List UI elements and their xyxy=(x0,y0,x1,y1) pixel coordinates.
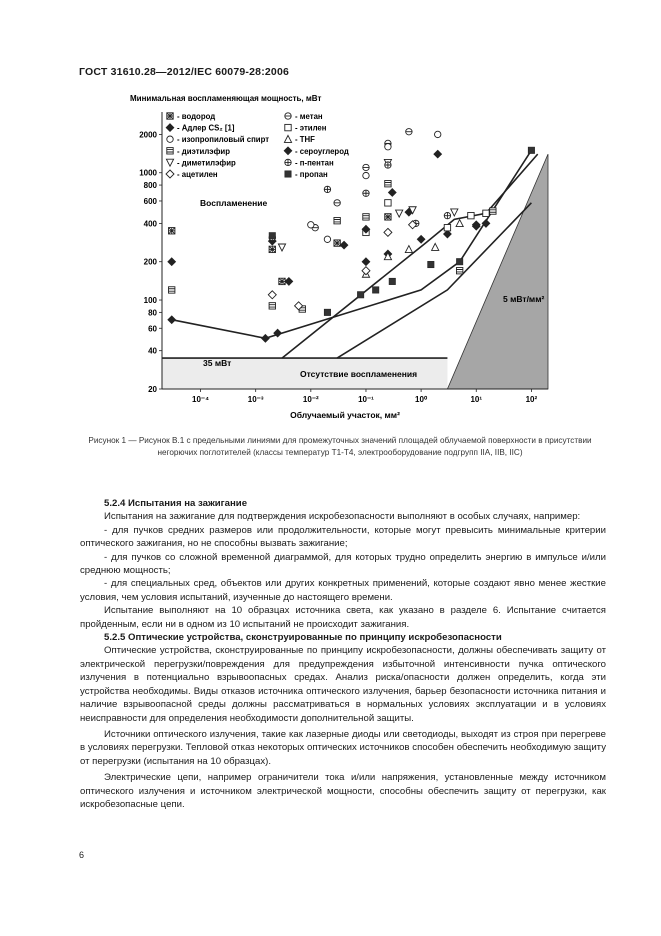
data-point-propane xyxy=(269,233,275,239)
data-point-isopropanol xyxy=(385,144,391,150)
data-point-cs2 xyxy=(362,258,370,266)
data-point-pentane xyxy=(363,190,369,196)
data-point-pentane xyxy=(444,212,450,218)
data-point-hydrogen xyxy=(269,246,275,252)
paragraph: - для специальных сред, объектов или других конкретных применений, которые создают явно менее жесткие условия, чем условия испытаний, изученные до настоящего времени. xyxy=(80,578,606,603)
data-point-propane xyxy=(456,259,462,265)
data-point-hydrogen xyxy=(169,228,175,234)
data-point-diethyl_ether xyxy=(385,181,391,187)
data-point-cs2 xyxy=(168,316,176,324)
y-tick-label: 800 xyxy=(143,181,157,191)
legend-label: - метан xyxy=(295,112,323,121)
data-point-ethylene xyxy=(483,210,489,216)
y-tick-label: 80 xyxy=(148,308,157,318)
region-label-ignition: Воспламенение xyxy=(200,198,268,208)
legend-marker xyxy=(285,113,291,119)
data-point-propane xyxy=(357,292,363,298)
y-tick-label: 1000 xyxy=(139,168,157,178)
legend-label: - Адлер CS₂ [1] xyxy=(177,123,235,133)
data-point-cs xyxy=(285,277,293,285)
data-point-hydrogen xyxy=(279,278,285,284)
legend-marker xyxy=(284,135,291,142)
legend-label: - этилен xyxy=(295,123,327,133)
y-tick-label: 60 xyxy=(148,324,157,334)
figure-caption: Рисунок 1 — Рисунок В.1 с предельными линиями для промежуточных значений площадей облучаемой поверхности в присутствии негорючих поглотителей (классы температур Т1-Т4, электрооборудование подгрупп IIА, IIВ, IIС) xyxy=(88,436,592,457)
legend-label: - сероуглерод xyxy=(295,146,349,156)
data-point-diethyl_ether xyxy=(334,217,340,223)
data-point-propane xyxy=(428,261,434,267)
legend-marker xyxy=(167,136,173,142)
section-heading: 5.2.4 Испытания на зажигание xyxy=(104,498,248,509)
body-text xyxy=(80,497,606,811)
legend-marker xyxy=(166,170,174,178)
data-point-propane xyxy=(528,147,534,153)
data-point-ethylene xyxy=(385,200,391,206)
paragraph: Испытания на зажигание для подтверждения искробезопасности выполняют в особых случаях, например: xyxy=(104,511,581,523)
data-point-cs2 xyxy=(417,235,425,243)
x-tick-label: 10⁻³ xyxy=(247,395,264,404)
ignition-chart xyxy=(120,90,560,420)
legend-label: - пропан xyxy=(295,170,328,179)
data-point-propane xyxy=(389,278,395,284)
data-point-cs xyxy=(168,258,176,266)
paragraph: Испытание выполняют на 10 образцах источника света, как указано в разделе 6. Испытание считается пройденным, если ни в одном из 10 испытаний не происходит зажигания. xyxy=(80,605,606,630)
data-point-pentane xyxy=(385,162,391,168)
legend-marker xyxy=(285,159,291,165)
y-tick-label: 100 xyxy=(143,296,157,306)
data-point-pentane xyxy=(324,186,330,192)
data-point-isopropanol xyxy=(435,131,441,137)
data-point-isopropanol xyxy=(363,172,369,178)
section-heading: 5.2.5 Оптические устройства, сконструированные по принципу искробезопасности xyxy=(104,632,502,644)
data-point-propane xyxy=(324,309,330,315)
data-point-diethyl_ether xyxy=(363,214,369,220)
data-point-cs2 xyxy=(261,334,269,342)
data-point-hydrogen xyxy=(385,214,391,220)
x-tick-label: 10⁻² xyxy=(302,395,319,404)
y-tick-label: 2000 xyxy=(139,130,157,140)
legend-label: - THF xyxy=(295,135,315,145)
data-point-acetylene xyxy=(362,267,370,275)
y-axis-label: Минимальная воспламеняющая мощность, мВт xyxy=(130,94,322,103)
legend-marker xyxy=(166,159,173,166)
legend-marker xyxy=(284,147,292,155)
x-tick-label: 10² xyxy=(525,395,538,404)
data-point-cs xyxy=(388,188,396,196)
legend-marker xyxy=(167,113,173,119)
data-point-propane xyxy=(372,287,378,293)
data-point-diethyl_ether xyxy=(490,208,496,214)
data-point-hydrogen xyxy=(334,240,340,246)
data-point-methane xyxy=(363,164,369,170)
data-point-acetylene xyxy=(384,228,392,236)
data-point-thf xyxy=(432,243,439,250)
data-point-dimethyl_ether xyxy=(278,244,285,251)
document-header: ГОСТ 31610.28—2012/IEC 60079-28:2006 xyxy=(79,66,290,78)
data-point-ethylene xyxy=(468,212,474,218)
y-tick-label: 400 xyxy=(143,219,157,229)
data-point-cs xyxy=(340,241,348,249)
region-label-no-ignition: Отсутствие воспламенения xyxy=(300,369,418,379)
legend-label: - ацетилен xyxy=(177,170,218,179)
chart-svg xyxy=(120,90,560,420)
data-point-diethyl_ether xyxy=(169,287,175,293)
paragraph: Оптические устройства, сконструированные по принципу искробезопасности, должны обеспечивать защиту от электрической перегрузки/повреждения для предупреждения избыточной интенсивности пучка оптического излучения в потенциально взрывоопасных средах. Анализ риска/опасности должен определить, когда эти устройства необходимы. Виды отказов источника оптического излучения, барьер безопасности источника питания и наличие взрывоопасной среды должны рассматриваться в нормальных условиях эксплуатации и в условиях неисправности для определения необходимости дополнительной защиты. xyxy=(80,645,606,724)
data-point-dimethyl_ether xyxy=(396,210,403,217)
x-tick-label: 10¹ xyxy=(470,395,483,404)
data-point-thf xyxy=(456,220,463,227)
data-point-cs xyxy=(434,150,442,158)
legend-label: - диметилэфир xyxy=(177,158,236,168)
y-tick-label: 40 xyxy=(148,346,157,356)
y-tick-label: 600 xyxy=(143,196,157,206)
data-point-methane xyxy=(406,129,412,135)
y-tick-label: 200 xyxy=(143,257,157,267)
region-label-density-limit: 5 мВт/мм² xyxy=(503,294,545,304)
data-point-methane xyxy=(334,200,340,206)
paragraph: - для пучков со сложной временной диаграммой, для которых трудно определить энергию в импульсе и/или среднюю мощность; xyxy=(80,551,606,577)
y-tick-label: 20 xyxy=(148,385,157,394)
data-point-dimethyl_ether xyxy=(451,209,458,216)
data-point-ethylene xyxy=(444,224,450,230)
legend-marker xyxy=(285,171,291,177)
data-point-isopropanol xyxy=(324,236,330,242)
data-point-acetylene xyxy=(268,291,276,299)
legend-label: - водород xyxy=(177,112,216,121)
ignition-boundary xyxy=(172,150,532,338)
data-point-diethyl_ether xyxy=(456,267,462,273)
paragraph: - для пучков средних размеров или продолжительности, которые могут превысить минимальные критерии оптического зажигания, но не способны вызвать зажигание; xyxy=(80,524,606,550)
region-label-power-limit: 35 мВт xyxy=(203,358,232,368)
x-tick-label: 10⁻⁴ xyxy=(192,395,210,404)
page-number: 6 xyxy=(79,850,85,860)
x-tick-label: 10⁻¹ xyxy=(358,395,374,404)
legend-marker xyxy=(167,148,173,154)
legend-label: - п-пентан xyxy=(295,158,334,168)
legend-marker xyxy=(166,124,174,132)
x-tick-label: 10⁰ xyxy=(415,395,428,404)
data-point-thf xyxy=(405,246,412,253)
data-point-diethyl_ether xyxy=(269,303,275,309)
paragraph: Электрические цепи, например ограничители тока и/или напряжения, установленные между источником оптического излучения и источником электрической мощности, способны обеспечить защиту от перегрузки, как искробезопасные цепи. xyxy=(80,772,606,810)
data-point-isopropanol xyxy=(308,222,314,228)
legend-label: - изопропиловый спирт xyxy=(177,135,270,145)
paragraph: Источники оптического излучения, такие как лазерные диоды или светодиоды, выходят из строя при перегреве в условиях перегрузки. Тепловой отказ некоторых оптических источников способен обеспечить необходимую защиту от перегрузки (испытания на 10 образцах). xyxy=(80,728,606,767)
legend-marker xyxy=(285,124,291,130)
legend-label: - диэтилэфир xyxy=(177,146,230,156)
x-axis-label: Облучаемый участок, мм² xyxy=(290,410,400,420)
